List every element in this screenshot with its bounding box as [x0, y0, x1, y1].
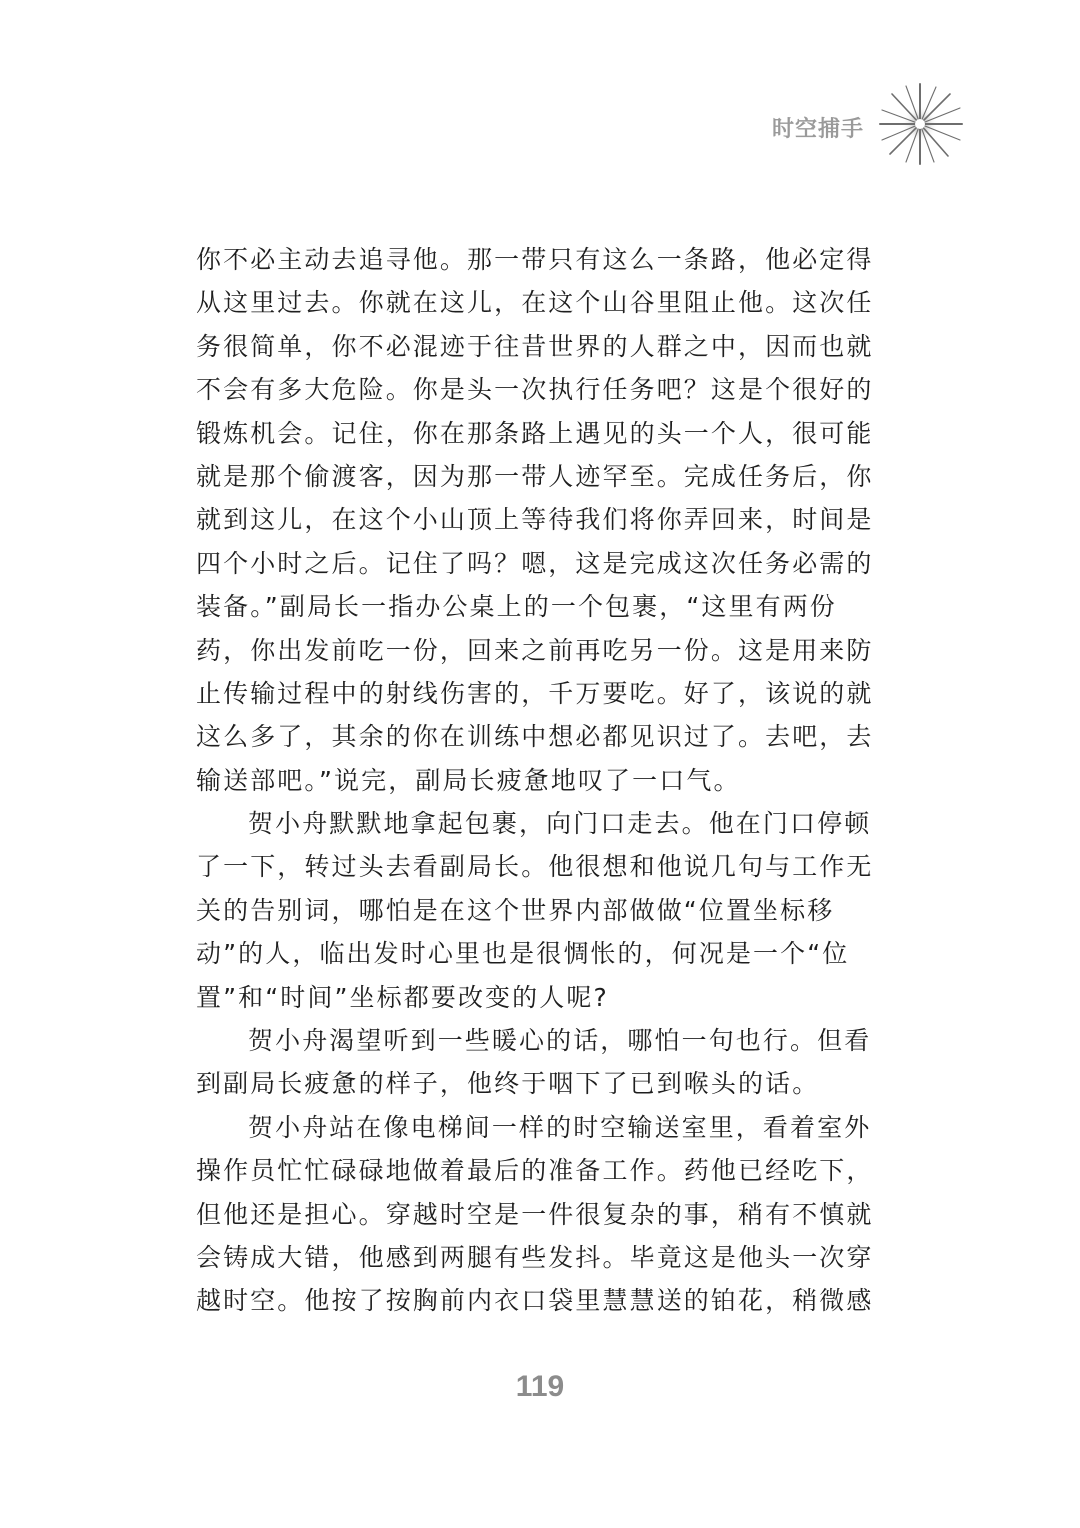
- text-line: 就到这儿，在这个小山顶上等待我们将你弄回来，时间是: [196, 505, 874, 535]
- text-line: 装备。”副局长一指办公桌上的一个包裹，“这里有两份: [196, 592, 837, 622]
- text-line: 务很简单，你不必混迹于往昔世界的人群之中，因而也就: [196, 331, 874, 361]
- text-line: 这么多了，其余的你在训练中想必都见识过了。去吧，去: [196, 722, 874, 752]
- text-line: 了一下，转过头去看副局长。他很想和他说几句与工作无: [196, 852, 874, 882]
- text-line: 止传输过程中的射线伤害的，千万要吃。好了，该说的就: [196, 678, 874, 708]
- page-number: 119: [515, 1370, 565, 1403]
- text-line: 四个小时之后。记住了吗？嗯，这是完成这次任务必需的: [196, 548, 874, 578]
- text-line: 会铸成大错，他感到两腿有些发抖。毕竟这是他头一次穿: [196, 1242, 874, 1272]
- text-line: 贺小舟默默地拿起包裹，向门口走去。他在门口停顿: [248, 809, 872, 839]
- text-line: 但他还是担心。穿越时空是一件很复杂的事，稍有不慎就: [196, 1199, 874, 1229]
- text-line: 到副局长疲惫的样子，他终于咽下了已到喉头的话。: [196, 1069, 820, 1099]
- starburst-icon: [876, 82, 966, 168]
- text-line: 越时空。他按了按胸前内衣口袋里慧慧送的铂花，稍微感: [196, 1286, 874, 1316]
- header-title: 时空捕手: [772, 117, 865, 142]
- body-text: [196, 238, 874, 1323]
- text-line: 你不必主动去追寻他。那一带只有这么一条路，他必定得: [196, 245, 874, 274]
- text-line: 贺小舟渴望听到一些暖心的话，哪怕一句也行。但看: [248, 1026, 872, 1056]
- text-line: 置”和“时间”坐标都要改变的人呢?: [196, 982, 609, 1012]
- text-line: 关的告别词，哪怕是在这个世界内部做做“位置坐标移: [196, 895, 835, 925]
- text-line: 动”的人，临出发时心里也是很惆怅的，何况是一个“位: [196, 939, 850, 969]
- running-header: [760, 82, 1000, 172]
- text-line: 从这里过去。你就在这儿，在这个山谷里阻止他。这次任: [196, 288, 874, 318]
- text-line: 锻炼机会。记住，你在那条路上遇见的头一个人，很可能: [196, 418, 874, 448]
- text-line: 就是那个偷渡客，因为那一带人迹罕至。完成任务后，你: [196, 461, 874, 491]
- text-line: 贺小舟站在像电梯间一样的时空输送室里，看着室外: [248, 1112, 872, 1142]
- text-line: 输送部吧。”说完，副局长疲惫地叹了一口气。: [196, 765, 741, 795]
- text-line: 操作员忙忙碌碌地做着最后的准备工作。药他已经吃下，: [196, 1156, 874, 1186]
- text-line: 药，你出发前吃一份，回来之前再吃另一份。这是用来防: [196, 635, 874, 665]
- text-line: 不会有多大危险。你是头一次执行任务吧？这是个很好的: [196, 375, 874, 405]
